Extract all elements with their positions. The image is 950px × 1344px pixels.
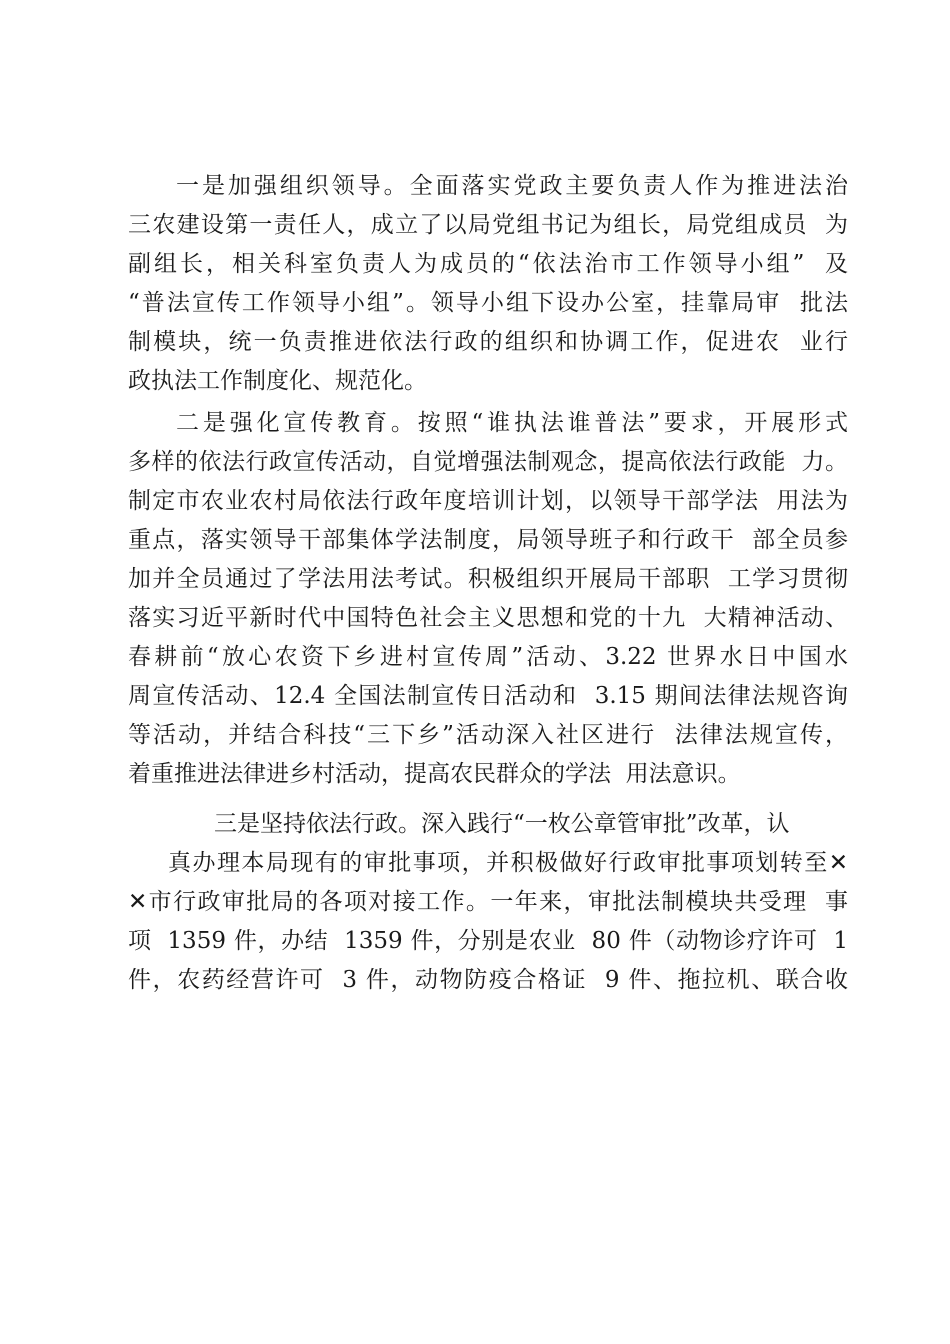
paragraph-2-line-3: 制定市农业农村局依法行政年度培训计划，以领导干部学法 用法为: [128, 488, 848, 514]
paragraph-1: [128, 167, 848, 401]
paragraph-2-line-4: 重点，落实领导干部集体学法制度，局领导班子和行政干 部全员参: [128, 527, 848, 553]
paragraph-1-line-6: 政执法工作制度化、规范化。: [128, 368, 427, 394]
paragraph-2: [128, 404, 848, 794]
paragraph-1-line-3: 副组长，相关科室负责人为成员的“依法治市工作领导小组” 及: [128, 251, 848, 277]
paragraph-2-line-9: 等活动，并结合科技“三下乡”活动深入社区进行 法律法规宣传，: [128, 722, 848, 748]
paragraph-3-line-5: 件，农药经营许可 3 件，动物防疫合格证 9 件、拖拉机、联合收: [128, 967, 848, 993]
paragraph-1-line-2: 三农建设第一责任人，成立了以局党组书记为组长，局党组成员 为: [128, 212, 848, 238]
paragraph-3-line-1: 三是坚持依法行政。深入践行“一枚公章管审批”改革，认: [214, 811, 790, 837]
paragraph-2-line-10: 着重推进法律进乡村活动，提高农民群众的学法 用法意识。: [128, 761, 741, 787]
paragraph-3-line-3: ✕市行政审批局的各项对接工作。一年来，审批法制模块共受理 事: [128, 889, 848, 915]
paragraph-2-line-2: 多样的依法行政宣传活动，自觉增强法制观念，提高依法行政能 力。: [128, 449, 848, 475]
paragraph-2-line-7: 春耕前“放心农资下乡进村宣传周”活动、3.22 世界水日中国水: [128, 644, 848, 670]
paragraph-2-line-1: 二是强化宣传教育。按照“谁执法谁普法”要求，开展形式: [176, 410, 848, 436]
paragraph-1-line-1: 一是加强组织领导。全面落实党政主要负责人作为推进法治: [176, 173, 848, 199]
paragraph-2-line-8: 周宣传活动、12.4 全国法制宣传日活动和 3.15 期间法律法规咨询: [128, 683, 848, 709]
paragraph-1-line-4: “普法宣传工作领导小组”。领导小组下设办公室，挂靠局审 批法: [128, 290, 848, 316]
paragraph-2-line-6: 落实习近平新时代中国特色社会主义思想和党的十九 大精神活动、: [128, 605, 848, 631]
paragraph-2-line-5: 加并全员通过了学法用法考试。积极组织开展局干部职 工学习贯彻: [128, 566, 848, 592]
paragraph-1-line-5: 制模块，统一负责推进依法行政的组织和协调工作，促进农 业行: [128, 329, 848, 355]
paragraph-3-line-2: 真办理本局现有的审批事项，并积极做好行政审批事项划转至✕: [168, 850, 848, 876]
paragraph-3: [128, 805, 848, 1000]
paragraph-3-line-4: 项 1359 件，办结 1359 件，分别是农业 80 件（动物诊疗许可 1: [128, 928, 848, 954]
